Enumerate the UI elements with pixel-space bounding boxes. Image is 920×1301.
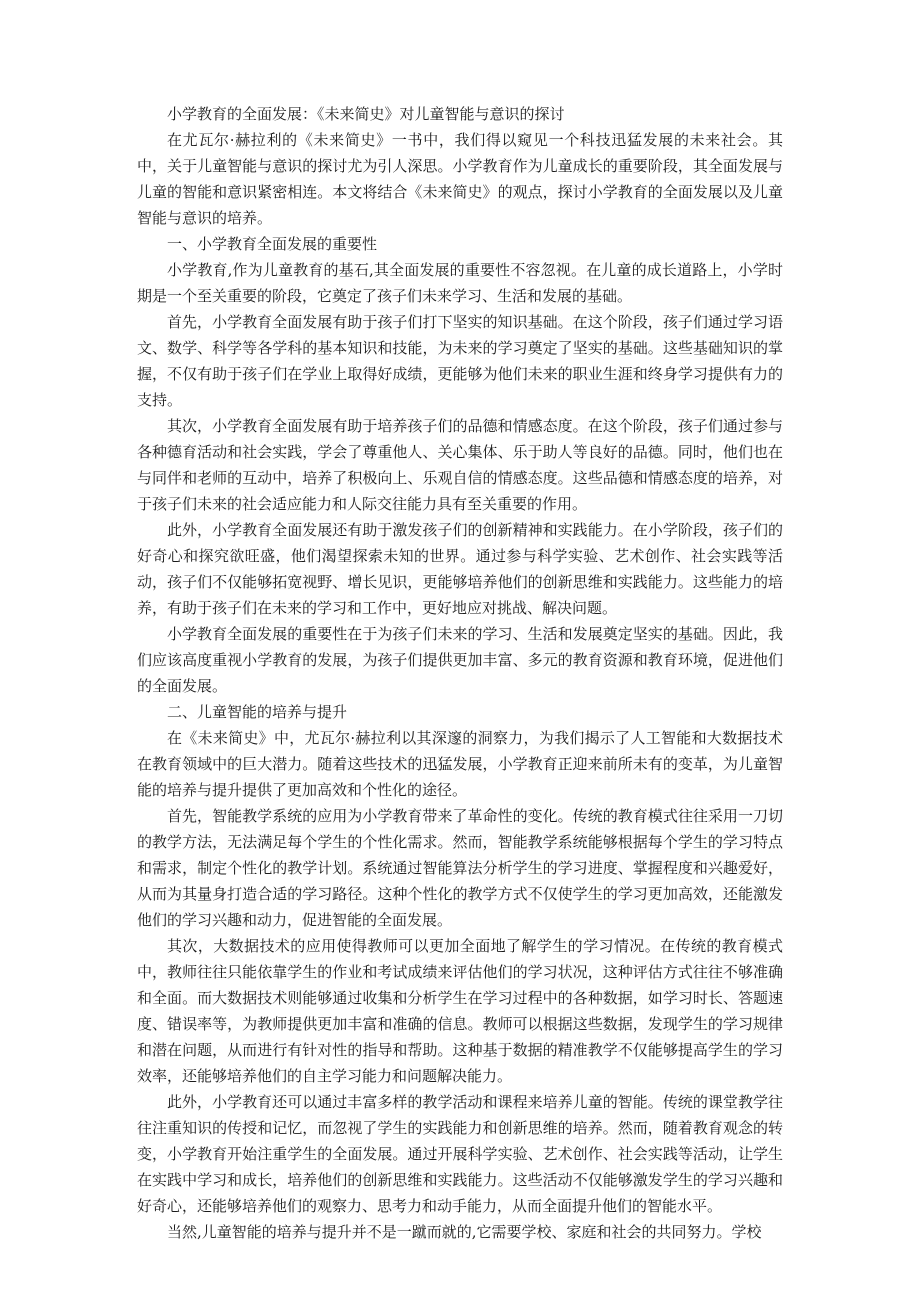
paragraph: 当然,儿童智能的培养与提升并不是一蹴而就的,它需要学校、家庭和社会的共同努力。学校 [167,1223,762,1241]
paragraph: 在尤瓦尔·赫拉利的《未来简史》一书中，我们得以窥见一个科技迅猛发展的未来社会。其中，关于儿童智能与意识的探讨尤为引人深思。小学教育作为儿童成长的重要阶段，其全面发展与儿童的智能和意识紧密相连。本文将结合《未来简史》的观点，探讨小学教育的全面发展以及儿童智能与意识的培养。 [137,131,783,227]
section-heading-2: 二、儿童智能的培养与提升 [167,703,348,721]
section-heading-1: 一、小学教育全面发展的重要性 [167,235,378,253]
document-title: 小学教育的全面发展：《未来简史》对儿童智能与意识的探讨 [167,105,565,123]
paragraph: 此外，小学教育还可以通过丰富多样的教学活动和课程来培养儿童的智能。传统的课堂教学往往注重知识的传授和记忆，而忽视了学生的实践能力和创新思维的培养。然而，随着教育观念的转变，小学教育开始注重学生的全面发展。通过开展科学实验、艺术创作、社会实践等活动，让学生在实践中学习和成长，培养他们的创新思维和实践能力。这些活动不仅能够激发学生的学习兴趣和好奇心，还能够培养他们的观察力、思考力和动手能力，从而全面提升他们的智能水平。 [137,1093,783,1215]
paragraph: 小学教育,作为儿童教育的基石,其全面发展的重要性不容忽视。在儿童的成长道路上，小学时期是一个至关重要的阶段，它奠定了孩子们未来学习、生活和发展的基础。 [137,261,783,305]
paragraph: 其次，大数据技术的应用使得教师可以更加全面地了解学生的学习情况。在传统的教育模式中，教师往往只能依靠学生的作业和考试成绩来评估他们的学习状况，这种评估方式往往不够准确和全面。而大数据技术则能够通过收集和分析学生在学习过程中的各种数据，如学习时长、答题速度、错误率等，为教师提供更加丰富和准确的信息。教师可以根据这些数据，发现学生的学习规律和潜在问题，从而进行有针对性的指导和帮助。这种基于数据的精准教学不仅能够提高学生的学习效率，还能够培养他们的自主学习能力和问题解决能力。 [137,937,783,1085]
paragraph: 此外，小学教育全面发展还有助于激发孩子们的创新精神和实践能力。在小学阶段，孩子们的好奇心和探究欲旺盛，他们渴望探索未知的世界。通过参与科学实验、艺术创作、社会实践等活动，孩子们不仅能够拓宽视野、增长见识，更能够培养他们的创新思维和实践能力。这些能力的培养，有助于孩子们在未来的学习和工作中，更好地应对挑战、解决问题。 [137,521,783,617]
paragraph: 小学教育全面发展的重要性在于为孩子们未来的学习、生活和发展奠定坚实的基础。因此，我们应该高度重视小学教育的发展，为孩子们提供更加丰富、多元的教育资源和教育环境，促进他们的全面发展。 [137,625,783,695]
paragraph: 其次，小学教育全面发展有助于培养孩子们的品德和情感态度。在这个阶段，孩子们通过参与各种德育活动和社会实践，学会了尊重他人、关心集体、乐于助人等良好的品德。同时，他们也在与同伴和老师的互动中，培养了积极向上、乐观自信的情感态度。这些品德和情感态度的培养，对于孩子们未来的社会适应能力和人际交往能力具有至关重要的作用。 [137,417,783,513]
document-body [137,101,783,1245]
paragraph: 在《未来简史》中，尤瓦尔·赫拉利以其深邃的洞察力，为我们揭示了人工智能和大数据技术在教育领域中的巨大潜力。随着这些技术的迅猛发展，小学教育正迎来前所未有的变革，为儿童智能的培养与提升提供了更加高效和个性化的途径。 [137,729,783,799]
paragraph: 首先，智能教学系统的应用为小学教育带来了革命性的变化。传统的教育模式往往采用一刀切的教学方法，无法满足每个学生的个性化需求。然而，智能教学系统能够根据每个学生的学习特点和需求，制定个性化的教学计划。系统通过智能算法分析学生的学习进度、掌握程度和兴趣爱好，从而为其量身打造合适的学习路径。这种个性化的教学方式不仅使学生的学习更加高效，还能激发他们的学习兴趣和动力，促进智能的全面发展。 [137,807,783,929]
paragraph: 首先，小学教育全面发展有助于孩子们打下坚实的知识基础。在这个阶段，孩子们通过学习语文、数学、科学等各学科的基本知识和技能，为未来的学习奠定了坚实的基础。这些基础知识的掌握，不仅有助于孩子们在学业上取得好成绩，更能够为他们未来的职业生涯和终身学习提供有力的支持。 [137,313,783,409]
